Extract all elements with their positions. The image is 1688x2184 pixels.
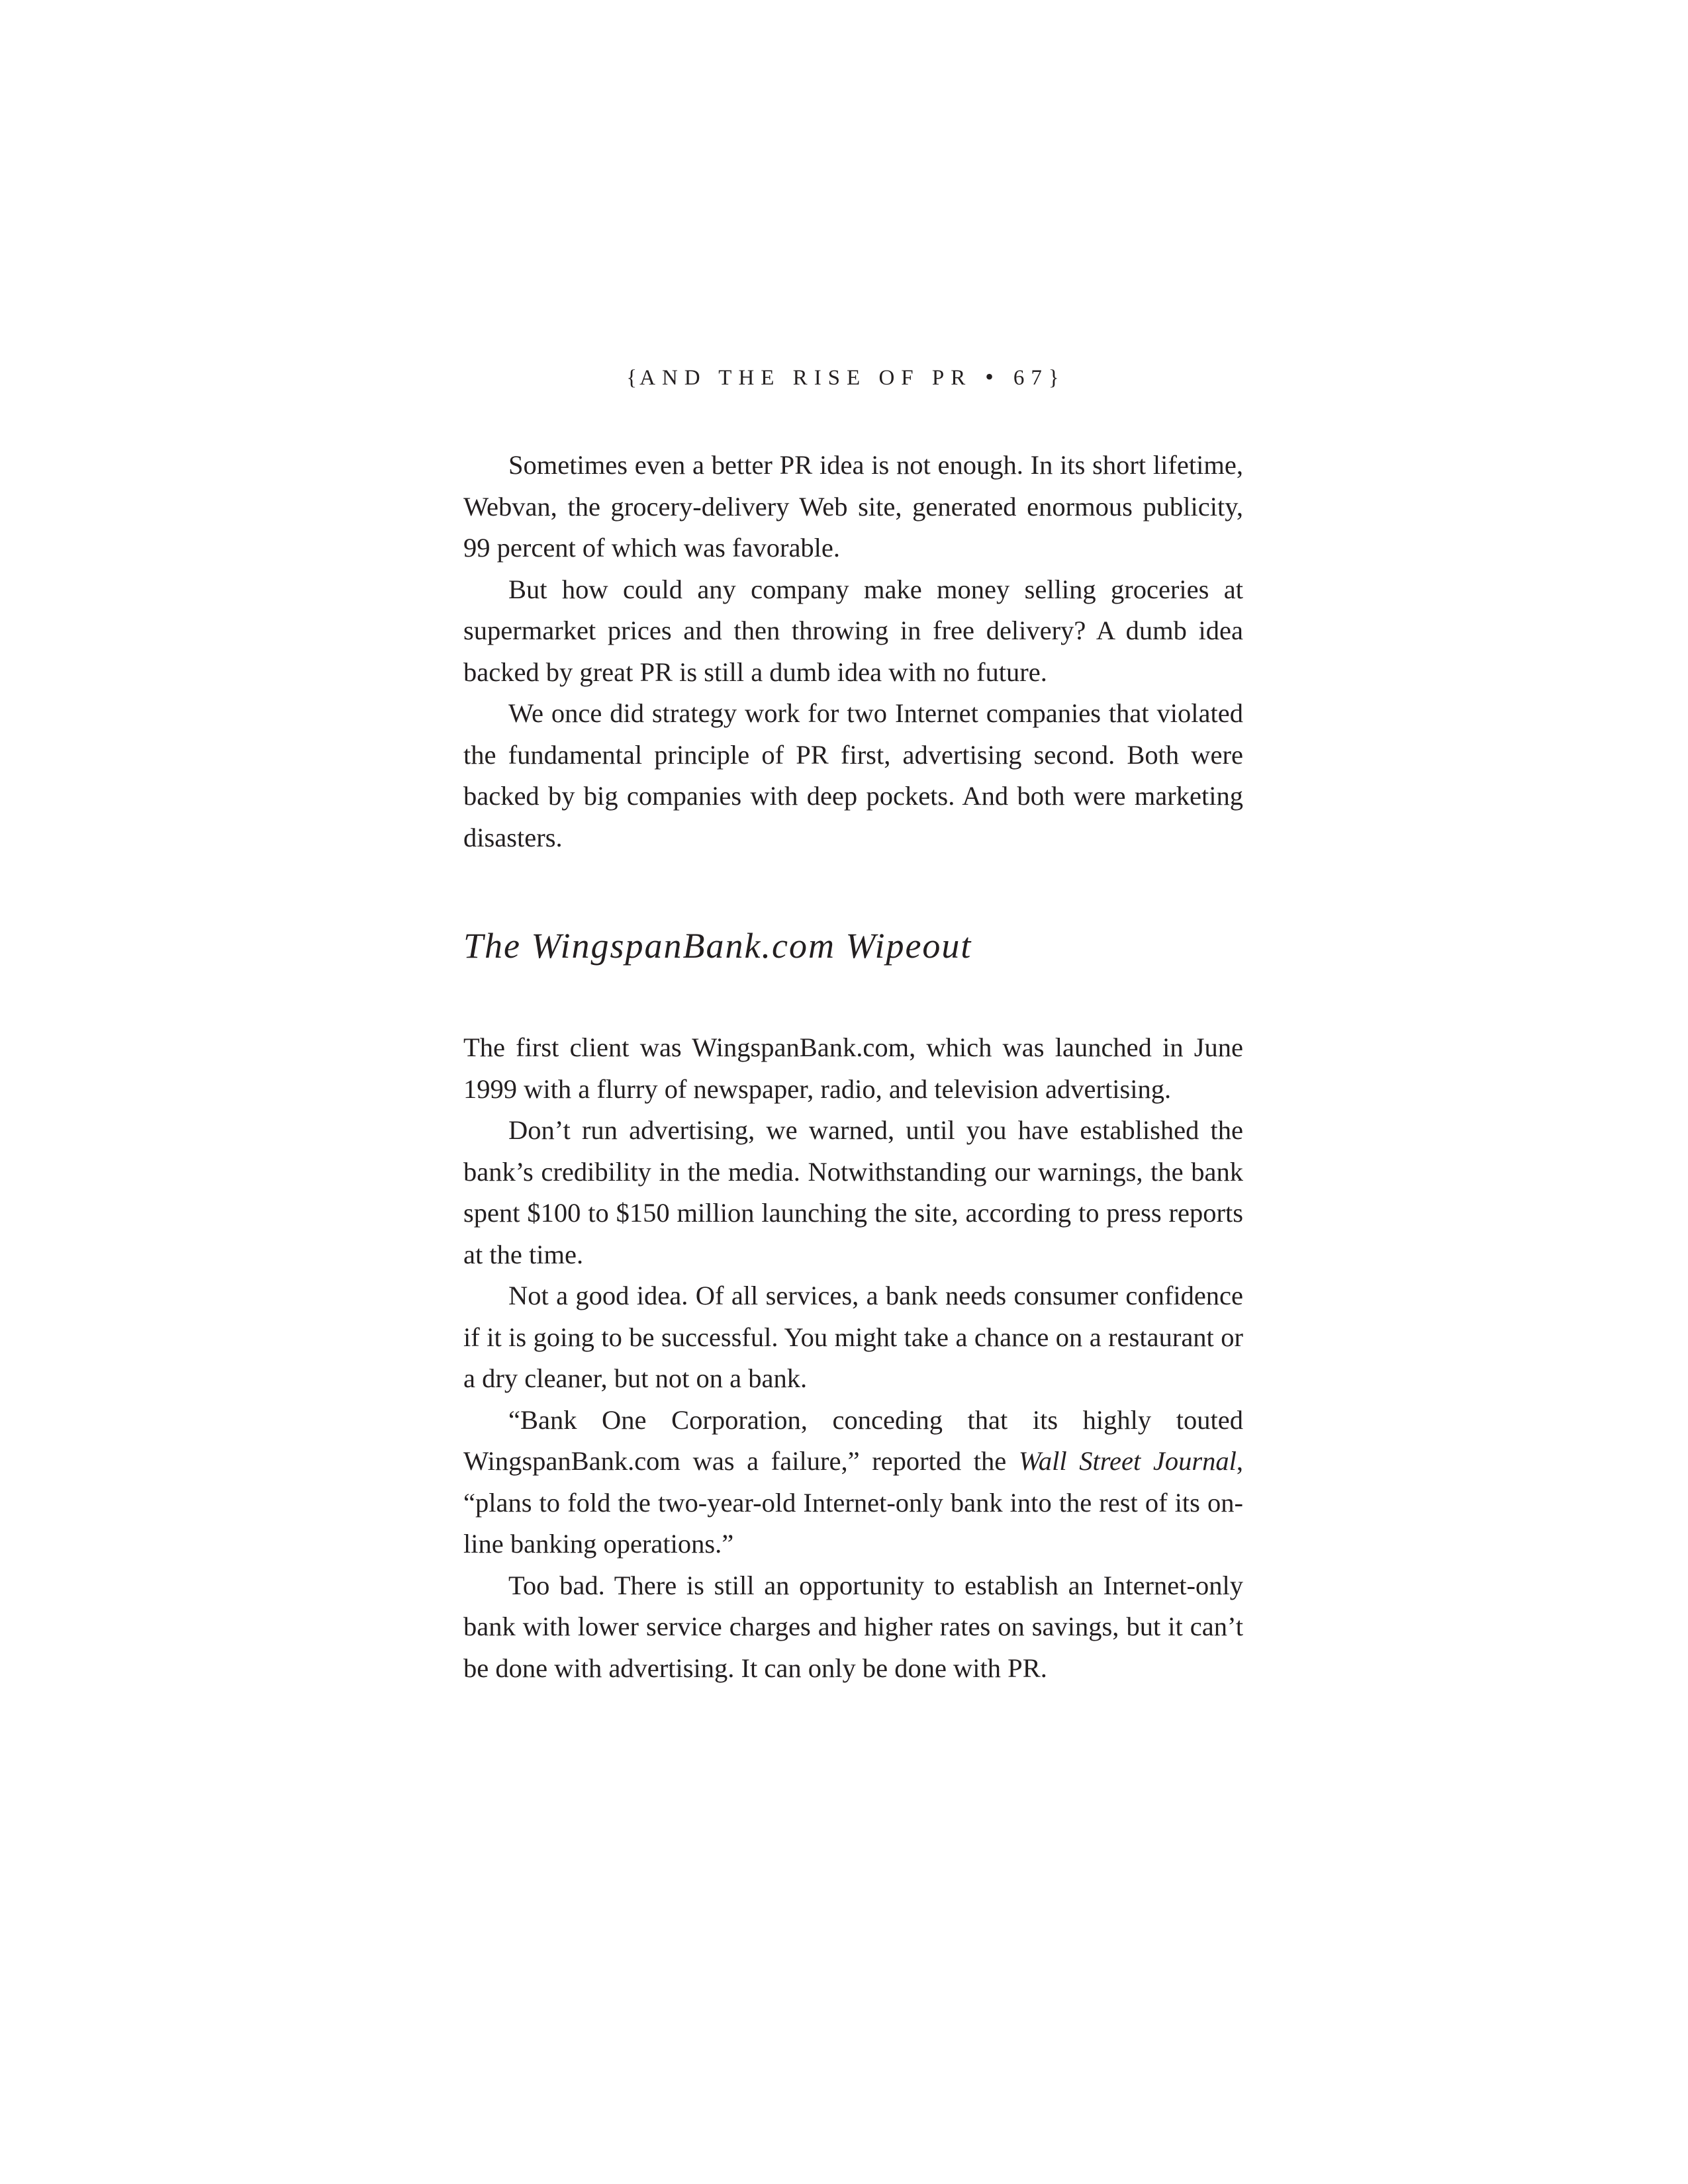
publication-title: Wall Street Journal [1018, 1446, 1237, 1476]
page-number: 67 [1013, 366, 1049, 390]
running-head-close-brace: } [1048, 366, 1062, 390]
paragraph: The first client was WingspanBank.com, which was launched in June 1999 with a flurry of newspaper, radio, and television advertising. [463, 1032, 1243, 1104]
paragraph: Sometimes even a better PR idea is not enough. In its short lifetime, Webvan, the grocery-delivery Web site, generated enormous publicity, 99 percent of which was favorable. [463, 450, 1243, 563]
paragraph: Don’t run advertising, we warned, until you have established the bank’s credibility in the media. Notwithstanding our warnings, the bank spent $100 to $150 million launching the site, according to press reports at the time. [463, 1115, 1243, 1269]
paragraph: We once did strategy work for two Internet companies that violated the fundamental principle of PR first, advertising second. Both were backed by big companies with deep pockets. And both were marketing disasters. [463, 698, 1243, 852]
paragraph: Not a good idea. Of all services, a bank needs consumer confidence if it is going to be successful. You might take a chance on a restaurant or a dry cleaner, but not on a bank. [463, 1281, 1243, 1393]
section-text [463, 1027, 1243, 1689]
running-head-title: AND THE RISE OF PR [639, 366, 972, 390]
running-head-bullet: • [985, 363, 994, 390]
running-head-open-brace: { [626, 366, 640, 390]
quote-text-before: “Bank One Corporation, conceding that its highly touted WingspanBank.com was a failure,” reported the [463, 1404, 1243, 1476]
running-head [0, 363, 1688, 390]
paragraph: Too bad. There is still an opportunity to establish an Internet-only bank with lower service charges and higher rates on savings, but it can’t be done with advertising. It can only be done with PR. [463, 1570, 1243, 1683]
paragraph: But how could any company make money selling groceries at supermarket prices and then throwing in free delivery? A dumb idea backed by great PR is still a dumb idea with no future. [463, 574, 1243, 687]
quote-paragraph [463, 1400, 1243, 1565]
quote-text-after: , “plans to fold the two-year-old Internet-only bank into the rest of its on-line banking operations.” [463, 1446, 1243, 1559]
section-heading: The WingspanBank.com Wipeout [463, 926, 972, 966]
intro-text [463, 445, 1243, 858]
